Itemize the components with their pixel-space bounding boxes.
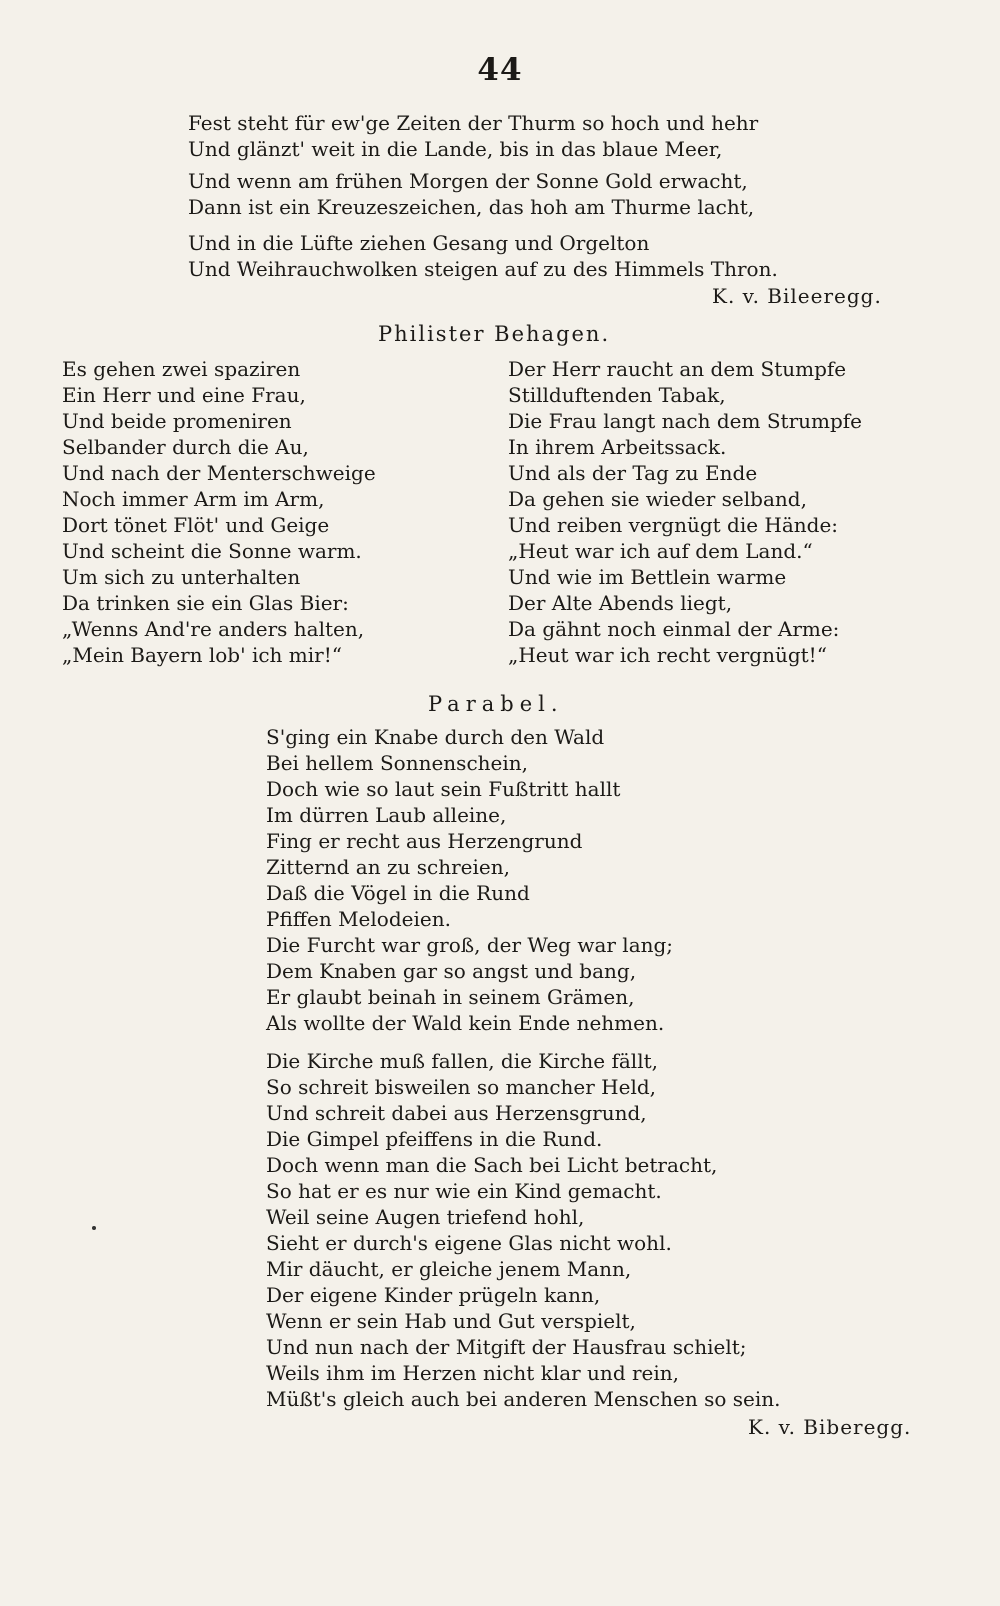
page-number: 44 <box>477 52 523 88</box>
poem-line: Sieht er durch's eigene Glas nicht wohl. <box>266 1231 672 1255</box>
poem-line: Die Kirche muß fallen, die Kirche fällt, <box>266 1049 658 1073</box>
poem-line: „Mein Bayern lob' ich mir!“ <box>62 643 342 667</box>
poem-line: Da gähnt noch einmal der Arme: <box>508 617 840 641</box>
poem-line: Weils ihm im Herzen nicht klar und rein, <box>266 1361 680 1385</box>
poem-line: Ein Herr und eine Frau, <box>62 383 306 407</box>
poem-line: Doch wie so laut sein Fußtritt hallt <box>266 777 621 801</box>
poem-line: So hat er es nur wie ein Kind gemacht. <box>266 1179 662 1203</box>
poem-line: Noch immer Arm im Arm, <box>62 487 325 511</box>
poem-line: S'ging ein Knabe durch den Wald <box>266 725 605 749</box>
poem-line: Und in die Lüfte ziehen Gesang und Orgelton <box>188 231 650 255</box>
ink-speck <box>92 1226 96 1230</box>
poem-line: Der eigene Kinder prügeln kann, <box>266 1283 601 1307</box>
poem-line: Doch wenn man die Sach bei Licht betracht, <box>266 1153 718 1177</box>
poem-line: Die Furcht war groß, der Weg war lang; <box>266 933 674 957</box>
poem-line: Die Gimpel pfeiffens in die Rund. <box>266 1127 603 1151</box>
poem-title: Parabel. <box>428 692 564 716</box>
poem-line: Da trinken sie ein Glas Bier: <box>62 591 349 615</box>
poem-line: Bei hellem Sonnenschein, <box>266 751 528 775</box>
poem-line: Dem Knaben gar so angst und bang, <box>266 959 637 983</box>
poem-line: „Wenns And're anders halten, <box>62 617 365 641</box>
poem-line: Daß die Vögel in die Rund <box>266 881 530 905</box>
poem-line: Und wie im Bettlein warme <box>508 565 787 589</box>
poem-title: Philister Behagen. <box>378 322 611 346</box>
poem-line: Er glaubt beinah in seinem Grämen, <box>266 985 635 1009</box>
poem-line: „Heut war ich recht vergnügt!“ <box>508 643 827 667</box>
poem-line: Dort tönet Flöt' und Geige <box>62 513 330 537</box>
poem-line: Und beide promeniren <box>62 409 292 433</box>
poem-line: Und reiben vergnügt die Hände: <box>508 513 839 537</box>
poem-line: Und glänzt' weit in die Lande, bis in das blaue Meer, <box>188 137 723 161</box>
poem-line: Mir däucht, er gleiche jenem Mann, <box>266 1257 632 1281</box>
poem-line: Der Herr raucht an dem Stumpfe <box>508 357 847 381</box>
poem-line: Die Frau langt nach dem Strumpfe <box>508 409 863 433</box>
poem-line: „Heut war ich auf dem Land.“ <box>508 539 813 563</box>
poem-line: Wenn er sein Hab und Gut verspielt, <box>266 1309 636 1333</box>
poem-line: Als wollte der Wald kein Ende nehmen. <box>266 1011 665 1035</box>
poem-line: Und als der Tag zu Ende <box>508 461 758 485</box>
poem-line: Es gehen zwei spaziren <box>62 357 301 381</box>
poem-line: Um sich zu unterhalten <box>62 565 301 589</box>
poem-line: Und nach der Menterschweige <box>62 461 376 485</box>
poem-line: Und wenn am frühen Morgen der Sonne Gold erwacht, <box>188 169 748 193</box>
poem-line: Und schreit dabei aus Herzensgrund, <box>266 1101 647 1125</box>
poem-line: Im dürren Laub alleine, <box>266 803 507 827</box>
poem-line: Weil seine Augen triefend hohl, <box>266 1205 585 1229</box>
poem-line: Zitternd an zu schreien, <box>266 855 510 879</box>
poem-line: Pfiffen Melodeien. <box>266 907 451 931</box>
poem-line: Selbander durch die Au, <box>62 435 309 459</box>
poem-line: Dann ist ein Kreuzeszeichen, das hoh am Thurme lacht, <box>188 195 755 219</box>
poem-line: Der Alte Abends liegt, <box>508 591 733 615</box>
author-signature: K. v. Bileeregg. <box>712 284 882 308</box>
poem-line: Da gehen sie wieder selband, <box>508 487 807 511</box>
poem-line: Und scheint die Sonne warm. <box>62 539 362 563</box>
poem-line: Fest steht für ew'ge Zeiten der Thurm so hoch und hehr <box>188 111 759 135</box>
poem-line: So schreit bisweilen so mancher Held, <box>266 1075 657 1099</box>
poem-line: Fing er recht aus Herzengrund <box>266 829 583 853</box>
poem-line: In ihrem Arbeitssack. <box>508 435 727 459</box>
author-signature: K. v. Biberegg. <box>748 1415 912 1439</box>
poem-line: Und Weihrauchwolken steigen auf zu des Himmels Thron. <box>188 257 778 281</box>
poem-line: Und nun nach der Mitgift der Hausfrau schielt; <box>266 1335 747 1359</box>
poem-line: Müßt's gleich auch bei anderen Menschen so sein. <box>266 1387 781 1411</box>
poem-line: Stillduftenden Tabak, <box>508 383 726 407</box>
